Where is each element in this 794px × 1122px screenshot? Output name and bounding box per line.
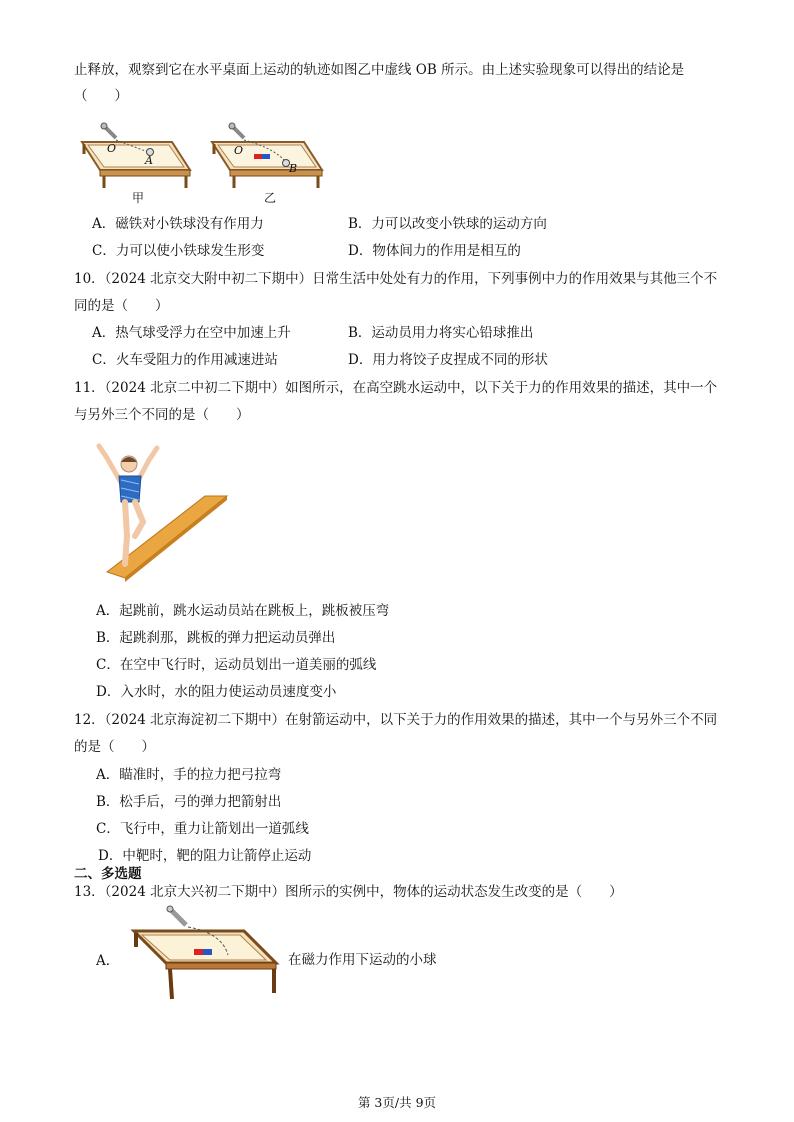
q9-option-c[interactable]: C．力可以使小铁球发生形变	[92, 243, 265, 259]
q10-stem-line1: 10．（2024 北京交大附中初二下期中）日常生活中处处有力的作用，下列事例中力的作用效果与其他三个不	[74, 271, 718, 287]
q10-option-c[interactable]: C．火车受阻力的作用减速进站	[92, 352, 278, 368]
q12-option-d[interactable]: D．中靶时，靶的阻力让箭停止运动	[98, 848, 312, 864]
q10-stem-line2: 同的是（ ）	[74, 298, 169, 314]
caption-jia: 甲	[131, 191, 145, 205]
q11-option-c[interactable]: C．在空中飞行时，运动员划出一道美丽的弧线	[96, 657, 377, 673]
label-o: O	[107, 142, 117, 155]
section-title-multiple-choice: 二、多选题	[74, 866, 142, 882]
q12-stem-line1: 12．（2024 北京海淀初二下期中）在射箭运动中，以下关于力的作用效果的描述，其中一个与另外三个不同	[74, 712, 718, 728]
q11-option-a[interactable]: A．起跳前，跳水运动员站在跳板上，跳板被压弯	[96, 603, 390, 619]
q12-option-c[interactable]: C．飞行中，重力让箭划出一道弧线	[96, 821, 309, 837]
q10-option-a[interactable]: A．热气球受浮力在空中加速上升	[92, 325, 291, 341]
q12-option-b[interactable]: B．松手后，弓的弹力把箭射出	[96, 794, 282, 810]
label-a: A	[145, 154, 153, 167]
q9-option-a[interactable]: A．磁铁对小铁球没有作用力	[92, 216, 264, 232]
q11-option-d[interactable]: D．入水时，水的阻力使运动员速度变小	[96, 684, 337, 700]
q11-option-b[interactable]: B．起跳刹那，跳板的弹力把运动员弹出	[96, 630, 336, 646]
q13-option-a-letter[interactable]: A．	[96, 953, 120, 969]
q9-stem-line1: 止释放，观察到它在水平桌面上运动的轨迹如图乙中虚线 OB 所示。由上述实验现象可以得出的结论是	[74, 62, 685, 78]
q10-option-d[interactable]: D．用力将饺子皮捏成不同的形状	[348, 352, 548, 368]
q12-stem-line2: 的是（ ）	[74, 739, 155, 755]
label-o: O	[234, 144, 244, 157]
q13-option-a-figure	[128, 905, 288, 1003]
q11-stem-line2: 与另外三个不同的是（ ）	[74, 407, 250, 423]
q9-option-d[interactable]: D．物体间力的作用是相互的	[348, 243, 521, 259]
q9-figure-jia	[72, 120, 202, 205]
q9-answer-paren: （ ）	[74, 88, 128, 104]
q11-stem-line1: 11．（2024 北京二中初二下期中）如图所示，在高空跳水运动中，以下关于力的作用效果的描述，其中一个	[74, 380, 718, 396]
q9-figure-yi	[204, 120, 334, 205]
q12-option-a[interactable]: A．瞄准时，手的拉力把弓拉弯	[96, 767, 282, 783]
caption-yi: 乙	[263, 191, 277, 205]
page-number-footer: 第 3页/共 9页	[357, 1095, 437, 1110]
q11-diver-figure	[85, 440, 235, 585]
q9-option-b[interactable]: B．力可以改变小铁球的运动方向	[348, 216, 547, 232]
q13-option-a-text[interactable]: 在磁力作用下运动的小球	[288, 952, 437, 968]
label-b: B	[289, 162, 298, 175]
q10-option-b[interactable]: B．运动员用力将实心铅球推出	[348, 325, 534, 341]
q13-stem-line1: 13．（2024 北京大兴初二下期中）图所示的实例中，物体的运动状态发生改变的是（ ）	[74, 884, 623, 900]
